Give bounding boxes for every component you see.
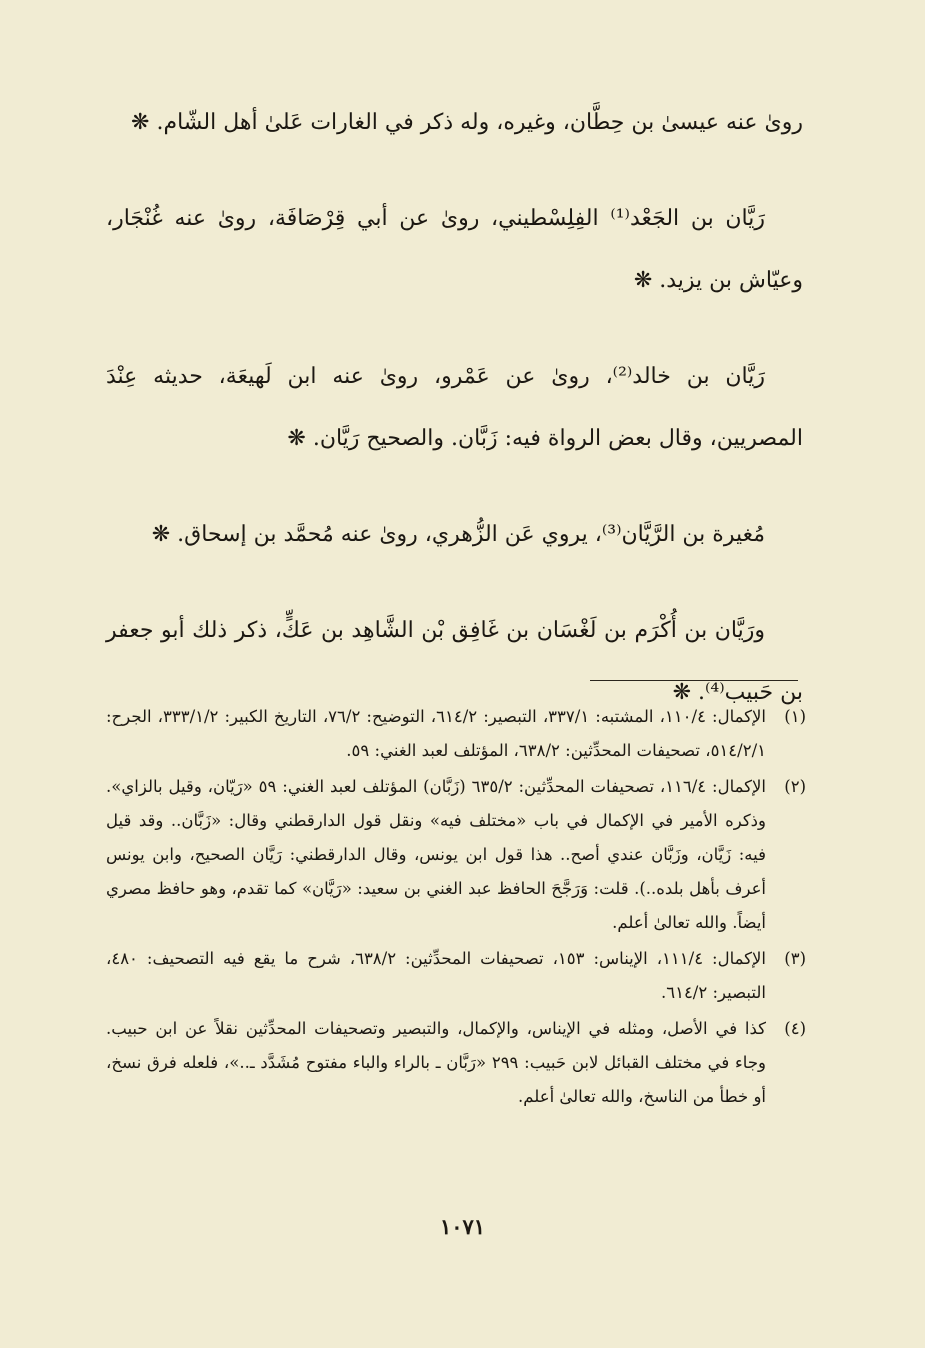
footnote-1: [106, 700, 806, 768]
footnote-number: (٣): [784, 949, 806, 968]
paragraph-2: رَیَّان بن الجَعْد⁽¹⁾ الفِلِسْطیني، رویٰ عن أبي قِرْصَافَة، رویٰ عنه غُنْجَار، وعیّاش بن یزید. ❋: [106, 206, 803, 293]
footnotes: [106, 700, 806, 1116]
footnote-number: (٢): [784, 777, 806, 796]
footnote-divider: [590, 680, 798, 681]
paragraph-5: ورَیَّان بن أُكْرَم بن لَغْسَان بن غَافِق بْن الشَّاهِد بن عَكٍّ، ذکر ذلك أبو جعفر بن حَبیب⁽⁴⁾. ❋: [106, 618, 803, 705]
footnote-text: الإکمال: ١١١/٤، الإیناس: ١٥٣، تصحیفات المحدِّثین: ٦٣٨/٢، شرح ما یقع فیه التصحیف: ٤٨٠، التبصیر: ٦١٤/٢.: [106, 949, 766, 1002]
footnote-text: الإکمال: ١١٦/٤، تصحیفات المحدِّثین: ٦٣٥/٢ (زَبَّان) المؤتلف لعبد الغني: ٥٩ «رَیّان، وقیل بالزاي». وذکره الأمیر في الإکمال في باب «مختلف فیه» ونقل قول الدارقطني وقال: «زَبَّان.. وقد قیل فیه: زَیَّان، وزَبَّان عندي أصح.. هذا قول ابن یونس، وقال الدارقطني: رَیَّان الصحیح، وابن یونس أعرف بأهل بلده..). قلت: وَرَجَّحَ الحافظ عبد الغني بن سعید: «رَیَّان» کما تقدم، وهو حافظ مصري أیضاً. والله تعالیٰ أعلم.: [106, 777, 767, 932]
footnote-number: (٤): [784, 1019, 806, 1038]
main-text: [106, 92, 803, 758]
footnote-4: [106, 1012, 806, 1114]
footnote-text: کذا في الأصل، ومثله في الإیناس، والإکمال، والتبصیر وتصحیفات المحدِّثین نقلاً عن ابن حبیب. وجاء في مختلف القبائل لابن حَبیب: ٢٩٩ «رَبَّان ـ بالراء والباء مفتوح مُشَدَّد ـ..»، فلعله فرق نسخ، أو خطأ من الناسخ، والله تعالیٰ أعلم.: [106, 1019, 767, 1106]
paragraph-3: رَیَّان بن خالد⁽²⁾، رویٰ عن عَمْرو، رویٰ عنه ابن لَهیعَة، حدیثه عِنْدَ المصریین، وقال بعض الرواة فیه: زَبَّان. والصحیح رَیَّان. ❋: [106, 364, 803, 451]
footnote-text: الإکمال: ١١٠/٤، المشتبه: ٣٣٧/١، التبصیر: ٦١٤/٢، التوضیح: ٧٦/٢، التاریخ الکبیر: ٣٣٣/١/٢، الجرح: ٥١٤/٢/١، تصحیفات المحدِّثین: ٦٣٨/٢، المؤتلف لعبد الغني: ٥٩.: [106, 707, 766, 760]
footnote-number: (١): [784, 707, 806, 726]
page-number: ١٠٧١: [439, 1214, 486, 1239]
paragraph-1: رویٰ عنه عیسیٰ بن حِطَّان، وغیره، وله ذکر في الغارات عَلیٰ أهل الشّام. ❋: [131, 110, 803, 135]
footnote-3: [106, 942, 806, 1010]
paragraph-4: مُغیرة بن الرَّیَّان⁽³⁾، یروي عَن الزُّهري، رویٰ عنه مُحمَّد بن إسحاق. ❋: [151, 522, 765, 547]
footnote-2: [106, 770, 806, 940]
